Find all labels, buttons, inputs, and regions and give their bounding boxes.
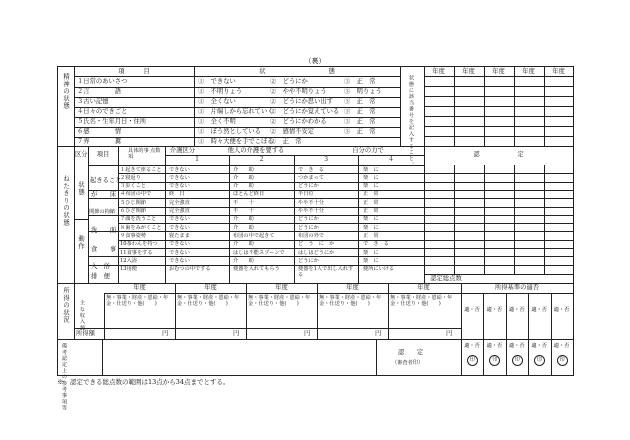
footnote: ※ 認定できる総点数の範囲は13点から34点までとする。 (57, 378, 230, 386)
adl-row-detail: ２寝返り (120, 174, 141, 181)
income-criteria-value: 適・否 (509, 307, 525, 313)
income-year-header: 年度 (204, 284, 217, 291)
adl-header-care-self: 自分の力で (352, 147, 384, 154)
adl-cell-score4: 楽 に (363, 216, 379, 223)
mental-option-1: ① 不明りょう (198, 88, 243, 95)
adl-cell-score1: おむつの中でする (169, 266, 211, 273)
income-criteria-value: 適・否 (531, 307, 547, 313)
year-header: 年度 (432, 68, 445, 75)
adl-cell-score4: 正 常 (363, 208, 379, 214)
remarks-label: 備考認定上の参考事項等 (61, 343, 67, 412)
adl-cell-score4: 楽 に (363, 174, 379, 181)
income-year-header: 年度 (275, 284, 288, 291)
mental-option-3: ③ 明りょう (344, 88, 382, 95)
mental-option-3: ③ 正 常 (344, 118, 376, 125)
income-source-options: 無・事業・財産・恩給・年金・仕送り・他( ) (390, 295, 453, 307)
adl-row-detail: ６ひざ関節 (120, 208, 146, 214)
adl-score-4: ４ (387, 156, 395, 163)
mental-option-2: ② 感情不安定 (270, 128, 315, 135)
income-year-header: 年度 (346, 284, 359, 291)
adl-row-detail: ５ひじ関節 (120, 199, 146, 206)
mental-row-label: ７弄 糞 (77, 138, 122, 145)
adl-cell-score3: どうにか (298, 183, 319, 190)
mental-row-label: ４日々のできごと (77, 108, 128, 115)
mental-row-label: ５氏名・生年月日・住所 (77, 118, 147, 125)
certification-value: 適・否 (486, 343, 503, 349)
mental-option-1: ① 片端しから忘れていく (198, 108, 274, 115)
adl-cell-score4: 楽 に (363, 183, 379, 190)
mental-option-1: ① 時々大便を手でこぼる (198, 138, 274, 145)
adl-header-detail: 具体的事項 (128, 148, 149, 160)
adl-header-item: 項目 (96, 151, 110, 158)
income-yen-unit: 円 (304, 330, 311, 337)
certification-value: 適・否 (509, 343, 525, 349)
mental-col-state: 状 態 (259, 68, 335, 75)
year-header: 年度 (552, 68, 565, 75)
adl-group-state: 状態 (77, 181, 84, 196)
mental-option-1: ① できない (198, 78, 236, 85)
adl-cell-score3: 布団の外で (298, 232, 324, 239)
year-header: 年度 (522, 68, 535, 75)
adl-cell-score3: ど う に か (298, 241, 335, 248)
certification-value: 適・否 (553, 343, 570, 349)
mental-option-2: ② どうにかわかる (270, 118, 327, 125)
adl-item-senmen: 洗 面 (91, 227, 117, 234)
adl-cell-score4: 楽 に (363, 224, 379, 231)
adl-cell-score3: やや不十分 (298, 199, 324, 206)
adl-row-detail: 10茶わんを持つ (120, 241, 158, 248)
adl-cell-score1: できない (169, 183, 190, 190)
year-header: 年度 (462, 68, 475, 75)
adl-header-score: 点数 (150, 148, 161, 154)
adl-cell-score4: 正 常 (363, 191, 379, 198)
page-heading: （裏） (304, 57, 326, 65)
adl-cell-score4: 正 常 (363, 199, 379, 206)
adl-item-kishou: 起きること (90, 177, 122, 184)
income-source-options: 無・事業・財産・恩給・年金・仕送り・他( ) (106, 295, 169, 307)
adl-row-detail: 13用便 (120, 266, 137, 273)
adl-cell-score1: できない (169, 166, 190, 173)
adl-row-detail: ７顔を洗うこと (120, 216, 157, 223)
income-source-options: 無・事業・財産・恩給・年金・仕送り・他( ) (177, 295, 240, 307)
income-section-label: 所得の状況 (62, 287, 69, 324)
income-yen-unit: 円 (375, 330, 382, 337)
adl-cell-score3: どうにか (298, 224, 319, 231)
income-yen-unit: 円 (162, 330, 169, 337)
adl-item-kansetsu: 関節の拘縮 (89, 209, 115, 215)
income-amount-label: 所得額 (76, 330, 95, 337)
income-criteria-value: 適・否 (553, 307, 570, 313)
adl-item-haiben: 排 便 (91, 273, 110, 280)
adl-cell-score2: 介 助 (233, 166, 254, 173)
adl-row-detail: １起きて座ること (120, 166, 162, 173)
examiner-seal-label: （審査者印） (392, 360, 424, 366)
adl-section-label: ねたきりの状態 (62, 175, 69, 227)
adl-row-detail: ４布団の中で (120, 191, 152, 198)
mental-section-label: 精神の状態 (62, 73, 69, 110)
mental-option-2: ② 正 常 (270, 138, 302, 145)
adl-cell-score3: で き る (298, 166, 324, 173)
adl-cell-score1: できない (169, 216, 190, 223)
adl-cell-score4: で き る (363, 241, 389, 248)
adl-cell-score1: 完全強直 (169, 208, 190, 214)
adl-cell-score4: 楽 に (363, 249, 379, 256)
mental-option-2: ② どうにか思い出す (270, 98, 333, 105)
income-yen-unit: 円 (233, 330, 240, 337)
adl-cell-score3: つかまって (298, 174, 324, 181)
mental-row-label: ３古い記憶 (77, 98, 109, 105)
certification-value: 適・否 (531, 343, 547, 349)
adl-score-3: ３ (322, 156, 330, 163)
adl-cell-score2: 介 助 (233, 241, 254, 248)
adl-nintei-header: 認 定 (473, 151, 524, 158)
mental-col-item: 項 目 (118, 68, 150, 75)
income-source-options: 無・事業・財産・恩給・年金・仕送り・他( ) (248, 295, 311, 307)
adl-item-nyuyoku: 入 浴 (91, 263, 110, 270)
mental-row-label: ６感 情 (77, 128, 122, 135)
mental-option-3: ③ 正 常 (344, 78, 376, 85)
seal-icon: 印 (512, 355, 523, 366)
adl-cell-score1: できない (169, 241, 190, 248)
adl-cell-score2: はしは不能スプーンで (233, 249, 285, 256)
adl-group-action: 動作 (77, 235, 84, 250)
mental-option-1: ① 全く不明 (198, 118, 236, 125)
adl-cell-score1: できない (169, 174, 190, 181)
mental-option-2: ② やや不明りょう (270, 88, 327, 95)
adl-cell-score2: 介 助 (233, 257, 254, 264)
income-yen-unit: 円 (446, 330, 453, 337)
adl-header-care: 介護区分 (169, 147, 196, 154)
adl-cell-score4: 楽 に (363, 257, 379, 264)
adl-cell-score1: できない (169, 257, 190, 264)
adl-score-1: １ (193, 156, 201, 163)
adl-row-detail: 11食事をする (120, 249, 153, 256)
mental-row-label: ２言 語 (77, 88, 122, 95)
adl-score-2: ２ (258, 156, 265, 163)
adl-row-item: が 床 (91, 190, 117, 198)
adl-cell-score2: 介 助 (233, 216, 254, 223)
adl-header-kubun: 区分 (75, 151, 88, 158)
adl-cell-score1: 寝たまま (169, 232, 190, 239)
adl-cell-score3: 半日位 (298, 191, 314, 198)
certification-value: 適・否 (464, 343, 480, 349)
adl-cell-score2: 布団の中で起きて (233, 232, 275, 239)
adl-cell-score3: 便器を1人で出し入れする (298, 266, 354, 279)
adl-cell-score2: 不 十 (233, 199, 254, 206)
adl-cell-score3: どうにか (298, 257, 319, 264)
adl-cell-score1: 終 日 (169, 191, 185, 198)
mental-option-3: ③ 正 常 (344, 98, 376, 105)
mental-option-3: ③ 正 常 (344, 108, 376, 115)
income-criteria-header: 所得基準の適否 (494, 284, 540, 291)
seal-icon: 印 (467, 355, 478, 366)
adl-cell-score2: 不 十 (233, 208, 254, 214)
adl-row-detail: ３歩くこと (120, 183, 146, 190)
adl-cell-score3: はしはどうにか (298, 249, 335, 256)
seal-icon: 印 (489, 355, 500, 366)
adl-cell-score2: 介 助 (233, 183, 254, 190)
adl-cell-score1: できない (169, 249, 190, 256)
adl-cell-score4: 楽 に (363, 166, 379, 173)
income-criteria-value: 適・否 (486, 307, 503, 313)
seal-icon: 印 (557, 355, 568, 366)
mental-row-label: １日常のあいさつ (77, 78, 128, 85)
adl-cell-score1: できない (169, 224, 190, 231)
adl-item-shokuji: 食 事 (91, 246, 117, 253)
adl-row-detail: 12入浴 (120, 257, 137, 264)
income-year-header: 年度 (417, 284, 430, 291)
adl-cell-score3: どうにか (298, 216, 319, 223)
adl-cell-score2: 介 助 (233, 224, 254, 231)
adl-cell-score1: 完全強直 (169, 199, 190, 206)
mental-option-3: ③ 正 常 (344, 128, 376, 135)
adl-cell-score4: 正 常 (363, 232, 379, 239)
income-year-header: 年度 (133, 284, 146, 291)
adl-cell-score2: ほとんど終日 (233, 191, 265, 198)
mental-option-1: ① ぼう然としている (198, 128, 261, 135)
adl-row-detail: ９食事姿勢 (120, 232, 146, 239)
year-header: 年度 (492, 68, 505, 75)
income-criteria-value: 適・否 (464, 307, 480, 313)
adl-total-score: 認定総点数 (430, 275, 462, 282)
certification-label: 認 定 (398, 349, 424, 356)
mental-option-2: ② どうにか覚えている (270, 108, 340, 115)
seal-icon: 印 (534, 355, 545, 366)
income-source-options: 無・事業・財産・恩給・年金・仕送り・他( ) (319, 295, 382, 307)
adl-row-detail: ８歯をみがくこと (120, 224, 162, 231)
mental-option-1: ① 全くない (198, 98, 236, 105)
adl-header-care-others: 他人の介護を要する (227, 147, 285, 154)
mental-option-2: ② どうにか (270, 78, 308, 85)
adl-cell-score3: やや不十分 (298, 208, 324, 214)
adl-cell-score4: 便所にいける (363, 266, 395, 273)
income-main-label: 主な収入源 (79, 300, 85, 331)
adl-cell-score2: 便器を入れてもらう (233, 266, 280, 273)
mental-side-instruction: 状態に該当番号を記入すること。 (408, 75, 414, 168)
adl-cell-score2: 介 助 (233, 174, 254, 181)
